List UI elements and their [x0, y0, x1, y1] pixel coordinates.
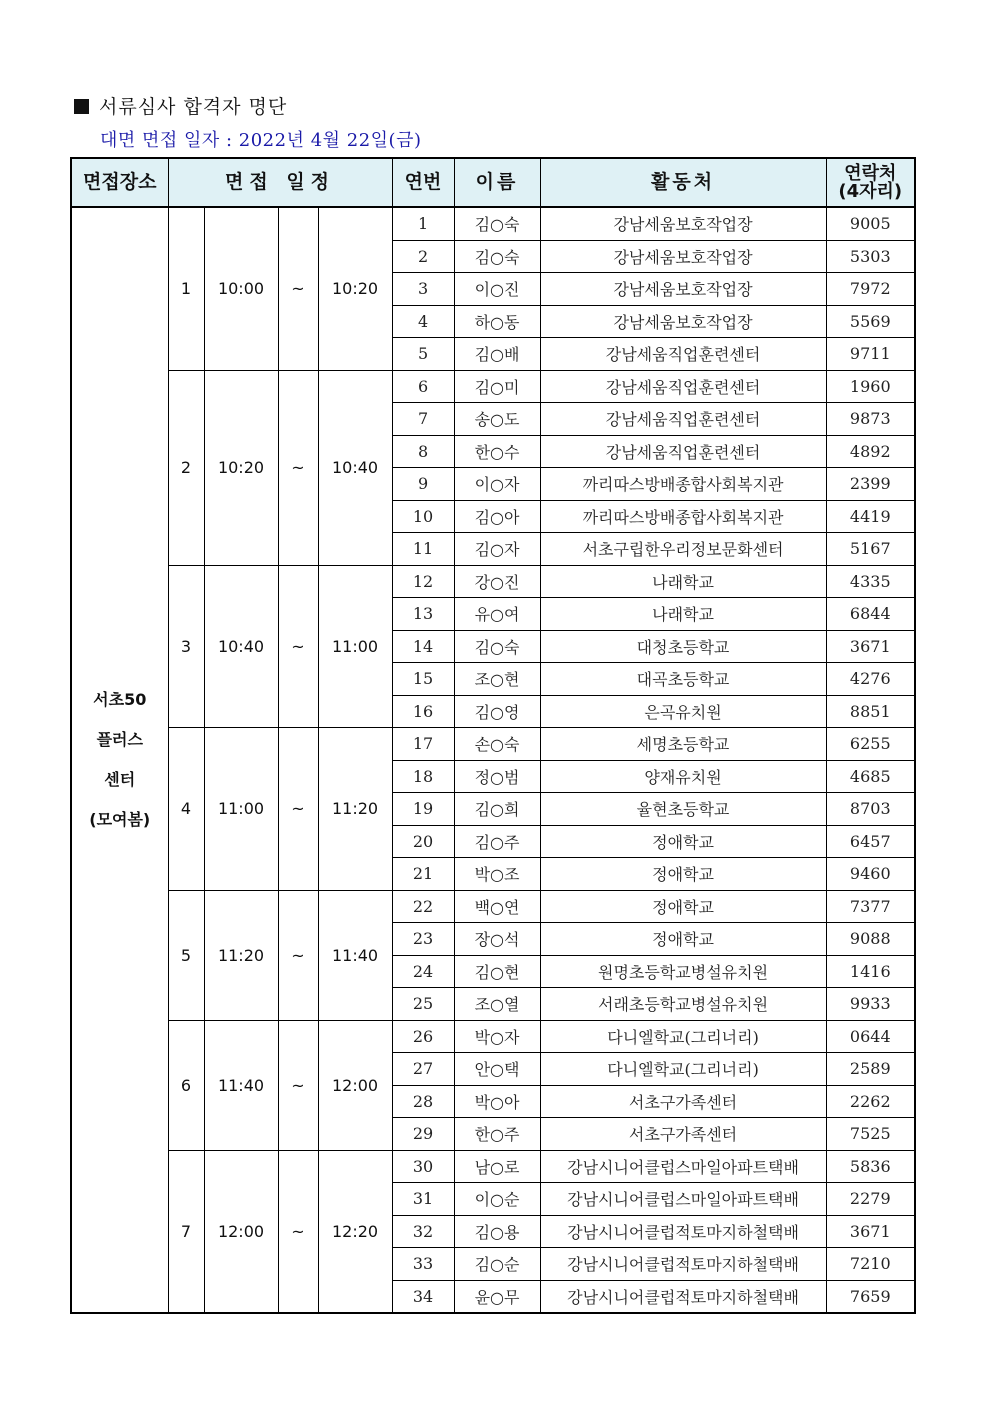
applicant-contact: 5167 — [826, 533, 915, 566]
row-number: 20 — [392, 825, 454, 858]
applicant-name: 김○주 — [454, 825, 540, 858]
applicant-contact: 6457 — [826, 825, 915, 858]
row-number: 6 — [392, 370, 454, 403]
slot-number: 3 — [168, 565, 204, 728]
applicant-name: 장○석 — [454, 923, 540, 956]
applicant-contact: 7210 — [826, 1248, 915, 1281]
applicant-org: 강남시니어클럽적토마지하철택배 — [540, 1280, 826, 1313]
col-contact: 연락처 (4자리) — [826, 158, 915, 207]
table-row — [71, 890, 915, 923]
black-square-icon — [74, 99, 89, 114]
applicant-org: 나래학교 — [540, 598, 826, 631]
venue-cell: 서초50 플러스 센터 (모여봄) — [71, 207, 168, 1313]
applicant-org: 강남세움보호작업장 — [540, 240, 826, 273]
applicant-name: 손○숙 — [454, 728, 540, 761]
slot-number: 7 — [168, 1150, 204, 1313]
applicant-contact: 7659 — [826, 1280, 915, 1313]
applicant-contact: 2589 — [826, 1053, 915, 1086]
applicant-contact: 6255 — [826, 728, 915, 761]
col-schedule: 면접 일정 — [168, 158, 392, 207]
applicant-name: 정○범 — [454, 760, 540, 793]
slot-number: 4 — [168, 728, 204, 891]
row-number: 33 — [392, 1248, 454, 1281]
slot-number: 6 — [168, 1020, 204, 1150]
slot-separator: ~ — [278, 890, 318, 1020]
row-number: 8 — [392, 435, 454, 468]
applicant-org: 정애학교 — [540, 858, 826, 891]
slot-separator: ~ — [278, 1020, 318, 1150]
applicant-contact: 3671 — [826, 630, 915, 663]
applicant-contact: 9933 — [826, 988, 915, 1021]
applicant-name: 박○조 — [454, 858, 540, 891]
applicant-name: 이○순 — [454, 1183, 540, 1216]
row-number: 19 — [392, 793, 454, 826]
table-row — [71, 565, 915, 598]
applicant-org: 서래초등학교병설유치원 — [540, 988, 826, 1021]
applicant-org: 강남세움직업훈련센터 — [540, 338, 826, 371]
slot-separator: ~ — [278, 728, 318, 891]
applicant-name: 하○동 — [454, 305, 540, 338]
applicant-name: 송○도 — [454, 403, 540, 436]
applicant-contact: 4419 — [826, 500, 915, 533]
applicant-org: 강남시니어클럽적토마지하철택배 — [540, 1248, 826, 1281]
col-venue: 면접장소 — [71, 158, 168, 207]
row-number: 26 — [392, 1020, 454, 1053]
row-number: 30 — [392, 1150, 454, 1183]
slot-start-time: 10:40 — [204, 565, 278, 728]
row-number: 2 — [392, 240, 454, 273]
applicant-org: 강남세움직업훈련센터 — [540, 403, 826, 436]
applicant-name: 조○현 — [454, 663, 540, 696]
applicant-org: 강남시니어클럽적토마지하철택배 — [540, 1215, 826, 1248]
applicant-contact: 9873 — [826, 403, 915, 436]
applicant-name: 조○열 — [454, 988, 540, 1021]
applicant-name: 남○로 — [454, 1150, 540, 1183]
applicant-contact: 4276 — [826, 663, 915, 696]
applicant-org: 나래학교 — [540, 565, 826, 598]
col-name: 이름 — [454, 158, 540, 207]
row-number: 4 — [392, 305, 454, 338]
slot-start-time: 10:20 — [204, 370, 278, 565]
applicant-name: 이○자 — [454, 468, 540, 501]
section-heading — [74, 92, 287, 119]
row-number: 5 — [392, 338, 454, 371]
slot-end-time: 10:20 — [318, 207, 392, 370]
table-row — [71, 1020, 915, 1053]
applicant-name: 박○아 — [454, 1085, 540, 1118]
row-number: 3 — [392, 273, 454, 306]
slot-start-time: 10:00 — [204, 207, 278, 370]
applicant-contact: 5836 — [826, 1150, 915, 1183]
section-title: 서류심사 합격자 명단 — [99, 96, 288, 118]
applicant-name: 윤○무 — [454, 1280, 540, 1313]
applicant-contact: 4685 — [826, 760, 915, 793]
slot-end-time: 11:40 — [318, 890, 392, 1020]
row-number: 18 — [392, 760, 454, 793]
applicant-contact: 0644 — [826, 1020, 915, 1053]
slot-separator: ~ — [278, 1150, 318, 1313]
applicant-org: 까리따스방배종합사회복지관 — [540, 500, 826, 533]
slot-number: 1 — [168, 207, 204, 370]
applicant-name: 김○자 — [454, 533, 540, 566]
applicant-org: 양재유치원 — [540, 760, 826, 793]
applicant-contact: 2279 — [826, 1183, 915, 1216]
applicant-org: 원명초등학교병설유치원 — [540, 955, 826, 988]
applicant-contact: 5303 — [826, 240, 915, 273]
applicant-name: 김○숙 — [454, 207, 540, 240]
applicant-name: 박○자 — [454, 1020, 540, 1053]
applicant-contact: 1960 — [826, 370, 915, 403]
applicant-org: 강남세움직업훈련센터 — [540, 435, 826, 468]
row-number: 21 — [392, 858, 454, 891]
row-number: 28 — [392, 1085, 454, 1118]
applicant-contact: 8851 — [826, 695, 915, 728]
applicant-name: 김○숙 — [454, 240, 540, 273]
applicant-name: 김○순 — [454, 1248, 540, 1281]
applicant-contact: 9460 — [826, 858, 915, 891]
applicant-contact: 9088 — [826, 923, 915, 956]
row-number: 27 — [392, 1053, 454, 1086]
applicant-contact: 2262 — [826, 1085, 915, 1118]
applicant-org: 강남시니어클럽스마일아파트택배 — [540, 1150, 826, 1183]
applicant-org: 대곡초등학교 — [540, 663, 826, 696]
row-number: 25 — [392, 988, 454, 1021]
row-number: 22 — [392, 890, 454, 923]
applicant-contact: 6844 — [826, 598, 915, 631]
applicant-org: 서초구가족센터 — [540, 1118, 826, 1151]
row-number: 24 — [392, 955, 454, 988]
row-number: 11 — [392, 533, 454, 566]
applicant-org: 다니엘학교(그리너리) — [540, 1053, 826, 1086]
applicant-org: 은곡유치원 — [540, 695, 826, 728]
applicant-contact: 3671 — [826, 1215, 915, 1248]
applicant-org: 강남세움보호작업장 — [540, 273, 826, 306]
interview-date: 대면 면접 일자 : 2022년 4월 22일(금) — [100, 130, 422, 151]
slot-separator: ~ — [278, 565, 318, 728]
applicant-name: 강○진 — [454, 565, 540, 598]
applicant-contact: 8703 — [826, 793, 915, 826]
applicant-contact: 2399 — [826, 468, 915, 501]
slot-end-time: 12:00 — [318, 1020, 392, 1150]
applicant-name: 한○주 — [454, 1118, 540, 1151]
applicant-name: 안○택 — [454, 1053, 540, 1086]
slot-end-time: 10:40 — [318, 370, 392, 565]
row-number: 23 — [392, 923, 454, 956]
applicant-org: 대청초등학교 — [540, 630, 826, 663]
applicant-contact: 4335 — [826, 565, 915, 598]
row-number: 10 — [392, 500, 454, 533]
applicant-name: 이○진 — [454, 273, 540, 306]
applicant-contact: 9711 — [826, 338, 915, 371]
slot-start-time: 12:00 — [204, 1150, 278, 1313]
slot-separator: ~ — [278, 370, 318, 565]
col-org: 활동처 — [540, 158, 826, 207]
row-number: 16 — [392, 695, 454, 728]
row-number: 14 — [392, 630, 454, 663]
row-number: 32 — [392, 1215, 454, 1248]
table-row — [71, 728, 915, 761]
slot-end-time: 11:20 — [318, 728, 392, 891]
applicant-org: 서초구가족센터 — [540, 1085, 826, 1118]
slot-separator: ~ — [278, 207, 318, 370]
applicant-contact: 7972 — [826, 273, 915, 306]
applicant-org: 세명초등학교 — [540, 728, 826, 761]
applicant-org: 강남세움보호작업장 — [540, 207, 826, 240]
applicant-org: 강남세움직업훈련센터 — [540, 370, 826, 403]
applicant-org: 강남시니어클럽스마일아파트택배 — [540, 1183, 826, 1216]
applicant-org: 강남세움보호작업장 — [540, 305, 826, 338]
row-number: 15 — [392, 663, 454, 696]
applicant-contact: 1416 — [826, 955, 915, 988]
row-number: 29 — [392, 1118, 454, 1151]
col-number: 연번 — [392, 158, 454, 207]
slot-end-time: 11:00 — [318, 565, 392, 728]
row-number: 9 — [392, 468, 454, 501]
slot-start-time: 11:40 — [204, 1020, 278, 1150]
applicant-name: 김○아 — [454, 500, 540, 533]
row-number: 34 — [392, 1280, 454, 1313]
table-row — [71, 207, 915, 240]
applicant-name: 한○수 — [454, 435, 540, 468]
row-number: 17 — [392, 728, 454, 761]
applicant-org: 서초구립한우리정보문화센터 — [540, 533, 826, 566]
header-row — [71, 158, 915, 207]
row-number: 1 — [392, 207, 454, 240]
applicant-name: 김○현 — [454, 955, 540, 988]
applicant-org: 까리따스방배종합사회복지관 — [540, 468, 826, 501]
applicant-contact: 5569 — [826, 305, 915, 338]
slot-end-time: 12:20 — [318, 1150, 392, 1313]
applicant-name: 김○용 — [454, 1215, 540, 1248]
slot-start-time: 11:00 — [204, 728, 278, 891]
row-number: 7 — [392, 403, 454, 436]
applicant-name: 김○영 — [454, 695, 540, 728]
applicant-contact: 4892 — [826, 435, 915, 468]
applicant-org: 정애학교 — [540, 825, 826, 858]
applicant-name: 김○희 — [454, 793, 540, 826]
applicant-name: 백○연 — [454, 890, 540, 923]
slot-number: 2 — [168, 370, 204, 565]
applicant-name: 김○미 — [454, 370, 540, 403]
applicant-org: 정애학교 — [540, 890, 826, 923]
slot-number: 5 — [168, 890, 204, 1020]
table-row — [71, 1150, 915, 1183]
applicant-name: 김○배 — [454, 338, 540, 371]
applicant-name: 김○숙 — [454, 630, 540, 663]
applicant-contact: 7525 — [826, 1118, 915, 1151]
row-number: 13 — [392, 598, 454, 631]
row-number: 31 — [392, 1183, 454, 1216]
applicant-contact: 9005 — [826, 207, 915, 240]
applicant-org: 다니엘학교(그리너리) — [540, 1020, 826, 1053]
applicant-contact: 7377 — [826, 890, 915, 923]
row-number: 12 — [392, 565, 454, 598]
applicant-name: 유○여 — [454, 598, 540, 631]
applicant-table — [70, 157, 916, 1314]
applicant-org: 정애학교 — [540, 923, 826, 956]
slot-start-time: 11:20 — [204, 890, 278, 1020]
applicant-org: 율현초등학교 — [540, 793, 826, 826]
table-row — [71, 370, 915, 403]
